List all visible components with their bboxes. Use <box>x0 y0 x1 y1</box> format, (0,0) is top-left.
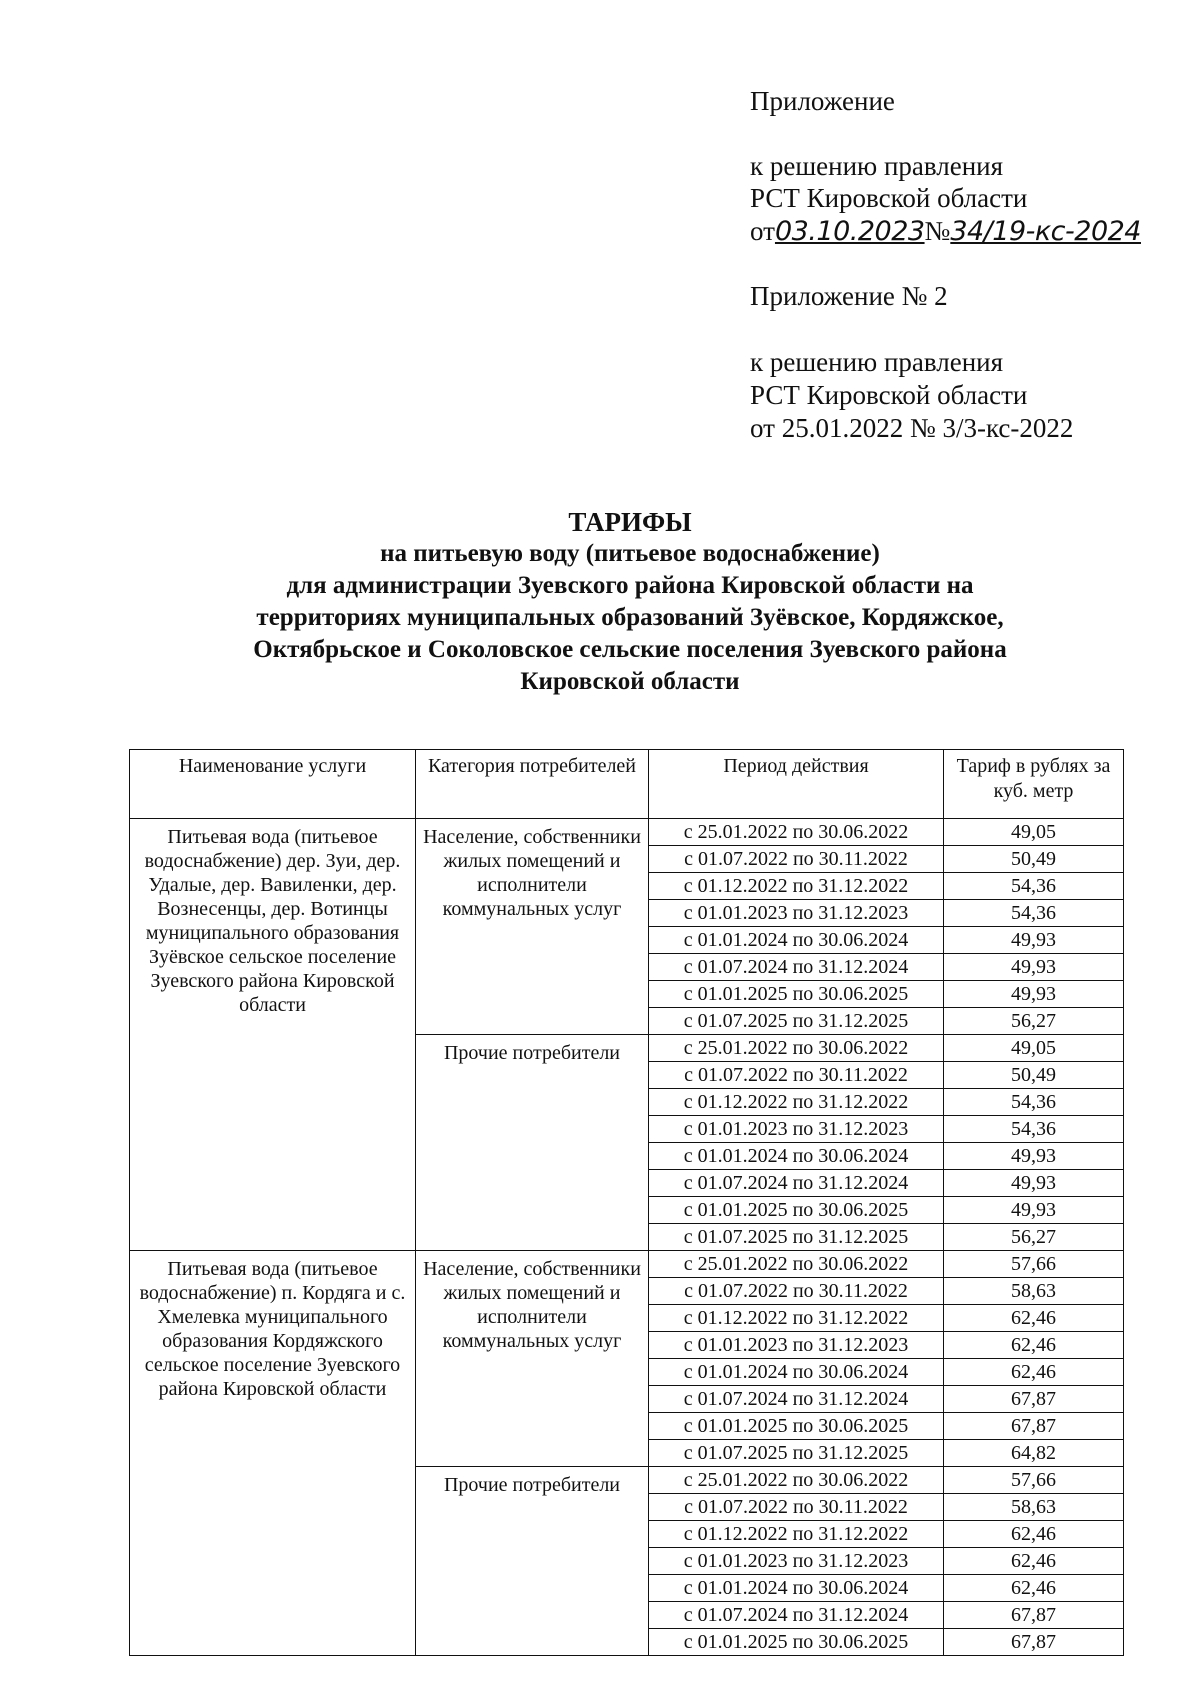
period-cell: с 01.01.2024 по 30.06.2024 <box>649 1575 944 1602</box>
tariff-cell: 62,46 <box>944 1305 1124 1332</box>
service-name-cell: Питьевая вода (питьевое водоснабжение) п. Кордяга и с. Хмелевка муниципального образования Кордяжского сельское поселение Зуевского района Кировской области <box>130 1251 416 1656</box>
period-cell: с 01.07.2024 по 31.12.2024 <box>649 1170 944 1197</box>
period-cell: с 01.07.2022 по 30.11.2022 <box>649 1278 944 1305</box>
period-cell: с 01.07.2022 по 30.11.2022 <box>649 846 944 873</box>
period-cell: с 01.07.2025 по 31.12.2025 <box>649 1440 944 1467</box>
annex2-dated: от 25.01.2022 № 3/3-кс-2022 <box>750 413 1074 443</box>
table-header-row <box>130 750 1124 819</box>
tariff-cell: 64,82 <box>944 1440 1124 1467</box>
header-service: Наименование услуги <box>130 750 416 819</box>
tariff-cell: 62,46 <box>944 1521 1124 1548</box>
period-cell: с 01.07.2024 по 31.12.2024 <box>649 1602 944 1629</box>
period-cell: с 01.12.2022 по 31.12.2022 <box>649 873 944 900</box>
tariff-cell: 49,05 <box>944 1035 1124 1062</box>
header-period: Период действия <box>649 750 944 819</box>
period-cell: с 01.01.2024 по 30.06.2024 <box>649 1359 944 1386</box>
title-line-5: Кировской области <box>520 668 740 695</box>
annex-title: Приложение <box>750 86 895 116</box>
annex-decision-ref <box>750 216 1141 247</box>
annex2-authority: РСТ Кировской области <box>750 380 1028 410</box>
period-cell: с 01.07.2024 по 31.12.2024 <box>649 954 944 981</box>
tariff-cell: 67,87 <box>944 1629 1124 1656</box>
tariff-cell: 62,46 <box>944 1548 1124 1575</box>
tariff-cell: 67,87 <box>944 1386 1124 1413</box>
period-cell: с 01.01.2023 по 31.12.2023 <box>649 1116 944 1143</box>
period-cell: с 01.07.2022 по 30.11.2022 <box>649 1062 944 1089</box>
period-cell: с 01.01.2024 по 30.06.2024 <box>649 927 944 954</box>
header-tariff: Тариф в рублях за куб. метр <box>944 750 1124 819</box>
title-main: ТАРИФЫ <box>568 507 692 537</box>
period-cell: с 01.01.2023 по 31.12.2023 <box>649 900 944 927</box>
tariff-cell: 49,93 <box>944 927 1124 954</box>
period-cell: с 25.01.2022 по 30.06.2022 <box>649 1251 944 1278</box>
tariff-cell: 54,36 <box>944 1089 1124 1116</box>
consumer-category-cell: Население, собственники жилых помещений и исполнители коммунальных услуг <box>416 819 649 1035</box>
table-body <box>130 819 1124 1656</box>
tariff-cell: 49,93 <box>944 1197 1124 1224</box>
period-cell: с 01.01.2024 по 30.06.2024 <box>649 1143 944 1170</box>
tariffs-table <box>129 749 1124 1656</box>
period-cell: с 25.01.2022 по 30.06.2022 <box>649 1035 944 1062</box>
period-cell: с 01.01.2025 по 30.06.2025 <box>649 981 944 1008</box>
tariff-cell: 49,93 <box>944 1143 1124 1170</box>
tariff-cell: 67,87 <box>944 1413 1124 1440</box>
annex-from-prefix: от <box>750 216 775 246</box>
tariff-cell: 50,49 <box>944 1062 1124 1089</box>
annex2-to-decision: к решению правления <box>750 347 1004 377</box>
period-cell: с 01.01.2023 по 31.12.2023 <box>649 1332 944 1359</box>
table-row <box>130 1251 1124 1278</box>
period-cell: с 01.07.2022 по 30.11.2022 <box>649 1494 944 1521</box>
consumer-category-cell: Население, собственники жилых помещений и исполнители коммунальных услуг <box>416 1251 649 1467</box>
title-line-2: для администрации Зуевского района Кировской области на <box>286 572 974 599</box>
tariff-cell: 57,66 <box>944 1467 1124 1494</box>
tariff-cell: 57,66 <box>944 1251 1124 1278</box>
period-cell: с 01.07.2025 по 31.12.2025 <box>649 1224 944 1251</box>
period-cell: с 01.01.2025 по 30.06.2025 <box>649 1413 944 1440</box>
tariff-cell: 56,27 <box>944 1008 1124 1035</box>
tariff-cell: 49,93 <box>944 954 1124 981</box>
consumer-category-cell: Прочие потребители <box>416 1467 649 1656</box>
period-cell: с 01.12.2022 по 31.12.2022 <box>649 1089 944 1116</box>
annex-to-decision: к решению правления <box>750 151 1004 181</box>
tariff-cell: 50,49 <box>944 846 1124 873</box>
period-cell: с 01.12.2022 по 31.12.2022 <box>649 1305 944 1332</box>
handwritten-number: 34/19-кс-2024 <box>950 216 1141 247</box>
period-cell: с 01.12.2022 по 31.12.2022 <box>649 1521 944 1548</box>
tariff-cell: 62,46 <box>944 1332 1124 1359</box>
tariff-cell: 49,05 <box>944 819 1124 846</box>
period-cell: с 25.01.2022 по 30.06.2022 <box>649 819 944 846</box>
tariff-cell: 67,87 <box>944 1602 1124 1629</box>
tariff-cell: 54,36 <box>944 873 1124 900</box>
title-line-3: территориях муниципальных образований Зуёвское, Кордяжское, <box>256 604 1004 631</box>
tariff-cell: 49,93 <box>944 1170 1124 1197</box>
document-title <box>180 506 1080 698</box>
tariff-cell: 62,46 <box>944 1575 1124 1602</box>
annex-number-sign: № <box>924 216 951 246</box>
handwritten-date: 03.10.2023 <box>774 216 925 247</box>
title-line-1: на питьевую воду (питьевое водоснабжение) <box>380 540 880 567</box>
period-cell: с 25.01.2022 по 30.06.2022 <box>649 1467 944 1494</box>
consumer-category-cell: Прочие потребители <box>416 1035 649 1251</box>
tariff-cell: 58,63 <box>944 1278 1124 1305</box>
tariff-cell: 62,46 <box>944 1359 1124 1386</box>
title-line-4: Октябрьское и Соколовское сельские поселения Зуевского района <box>253 636 1007 663</box>
tariff-cell: 49,93 <box>944 981 1124 1008</box>
table-row <box>130 819 1124 846</box>
service-name-cell: Питьевая вода (питьевое водоснабжение) дер. Зуи, дер. Удалые, дер. Вавиленки, дер. Вознесенцы, дер. Вотинцы муниципального образования Зуёвское сельское поселение Зуевского района Кировской области <box>130 819 416 1251</box>
tariff-cell: 54,36 <box>944 1116 1124 1143</box>
tariff-cell: 54,36 <box>944 900 1124 927</box>
period-cell: с 01.01.2025 по 30.06.2025 <box>649 1629 944 1656</box>
tariff-cell: 58,63 <box>944 1494 1124 1521</box>
header-category: Категория потребителей <box>416 750 649 819</box>
annex2-title: Приложение № 2 <box>750 281 948 311</box>
period-cell: с 01.07.2025 по 31.12.2025 <box>649 1008 944 1035</box>
annex-authority: РСТ Кировской области <box>750 183 1028 213</box>
period-cell: с 01.07.2024 по 31.12.2024 <box>649 1386 944 1413</box>
period-cell: с 01.01.2023 по 31.12.2023 <box>649 1548 944 1575</box>
period-cell: с 01.01.2025 по 30.06.2025 <box>649 1197 944 1224</box>
tariff-cell: 56,27 <box>944 1224 1124 1251</box>
